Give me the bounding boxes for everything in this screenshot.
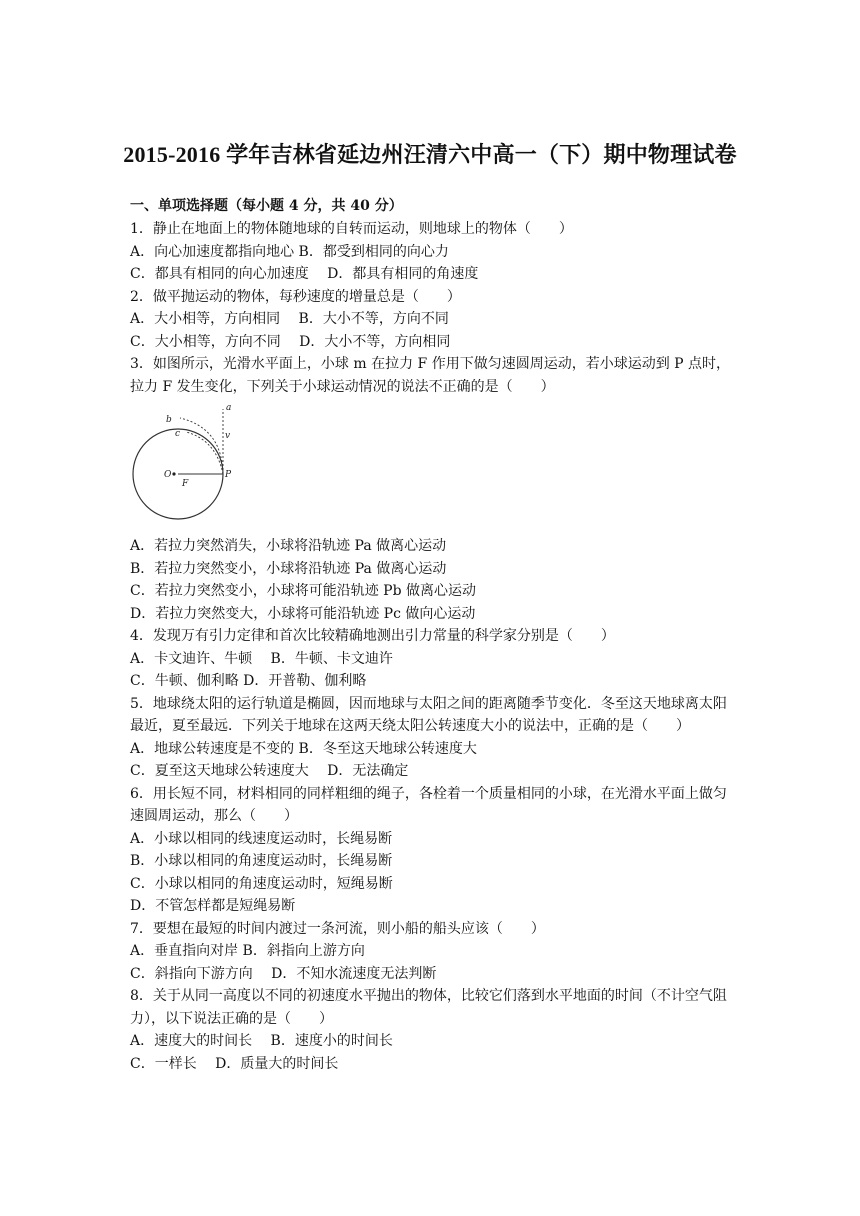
option-a: A．小球以相同的线速度运动时，长绳易断 [130,830,393,847]
question-stem: 5．地球绕太阳的运行轨道是椭圆，因而地球与太阳之间的距离随季节变化．冬至这天地球离太阳最近，夏至最远．下列关于地球在这两天绕太阳公转速度大小的说法中，正确的是（ ） [130,695,727,734]
option-c: C．若拉力突然变小，小球将可能沿轨迹 Pb 做离心运动 [130,583,476,599]
circular-motion-figure [130,404,240,529]
question-4 [130,625,735,693]
question-3 [130,353,735,625]
question-8 [130,985,735,1075]
label-v: v [225,431,231,441]
option-d: D．不管怎样都是短绳易断 [130,898,296,914]
question-2 [130,286,735,354]
question-stem: 7．要想在最短的时间内渡过一条河流，则小船的船头应该（ ） [130,920,545,937]
section-heading: 一、单项选择题（每小题 4 分，共 40 分） [130,198,403,214]
question-stem: 8．关于从同一高度以不同的初速度水平抛出的物体，比较它们落到水平地面的时间（不计空气阻力），以下说法正确的是（ ） [130,988,727,1027]
option-line: A．地球公转速度是不变的 B．冬至这天地球公转速度大 [130,740,477,757]
question-stem: 4．发现万有引力定律和首次比较精确地测出引力常量的科学家分别是（ ） [130,628,615,644]
question-stem: 2．做平抛运动的物体，每秒速度的增量总是（ ） [130,288,461,305]
label-b: b [166,415,172,425]
path-b [180,418,223,474]
option-b: B．若拉力突然变小，小球将沿轨迹 Pa 做离心运动 [130,560,447,577]
question-stem: 6．用长短不同，材料相同的同样粗细的绳子，各栓着一个质量相同的小球，在光滑水平面上做匀速圆周运动，那么（ ） [130,785,727,824]
option-line: A．向心加速度都指向地心 B．都受到相同的向心力 [130,243,449,260]
option-line: A．垂直指向对岸 B．斜指向上游方向 [130,943,365,959]
label-p: P [225,470,232,480]
option-line: A．卡文迪许、牛顿 B．牛顿、卡文迪许 [130,650,393,667]
question-7 [130,918,735,986]
option-line: C．夏至这天地球公转速度大 D．无法确定 [130,763,409,779]
question-stem: 1．静止在地面上的物体随地球的自转而运动，则地球上的物体（ ） [130,221,573,237]
question-5 [130,693,735,783]
option-c: C．小球以相同的角速度运动时，短绳易断 [130,875,393,892]
option-line: C．斜指向下游方向 D．不知水流速度无法判断 [130,965,437,982]
label-a: a [226,404,232,413]
label-o: O [164,470,172,480]
label-c: c [175,429,181,439]
exam-title: 2015-2016 学年吉林省延边州汪清六中高一（下）期中物理试卷 [123,142,737,167]
question-list [130,218,735,1075]
option-line: A．大小相等，方向相同 B．大小不等，方向不同 [130,311,449,327]
option-b: B．小球以相同的角速度运动时，长绳易断 [130,853,393,869]
option-a: A．若拉力突然消失，小球将沿轨迹 Pa 做离心运动 [130,538,447,554]
option-line: C．大小相等，方向不同 D．大小不等，方向相同 [130,333,451,350]
question-6 [130,783,735,918]
question-1 [130,218,735,286]
option-line: C．一样长 D．质量大的时间长 [130,1055,339,1072]
option-line: C．都具有相同的向心加速度 D．都具有相同的角速度 [130,266,479,282]
question-stem: 3．如图所示，光滑水平面上，小球 m 在拉力 F 作用下做匀速圆周运动，若小球运动到 P 点时，拉力 F 发生变化，下列关于小球运动情况的说法不正确的是（ ） [130,356,731,395]
option-line: A．速度大的时间长 B．速度小的时间长 [130,1033,393,1049]
option-d: D．若拉力突然变大，小球将可能沿轨迹 Pc 做向心运动 [130,605,476,622]
option-line: C．牛顿、伽利略 D．开普勒、伽利略 [130,673,367,689]
label-f: F [182,479,189,489]
center-dot [172,472,175,475]
